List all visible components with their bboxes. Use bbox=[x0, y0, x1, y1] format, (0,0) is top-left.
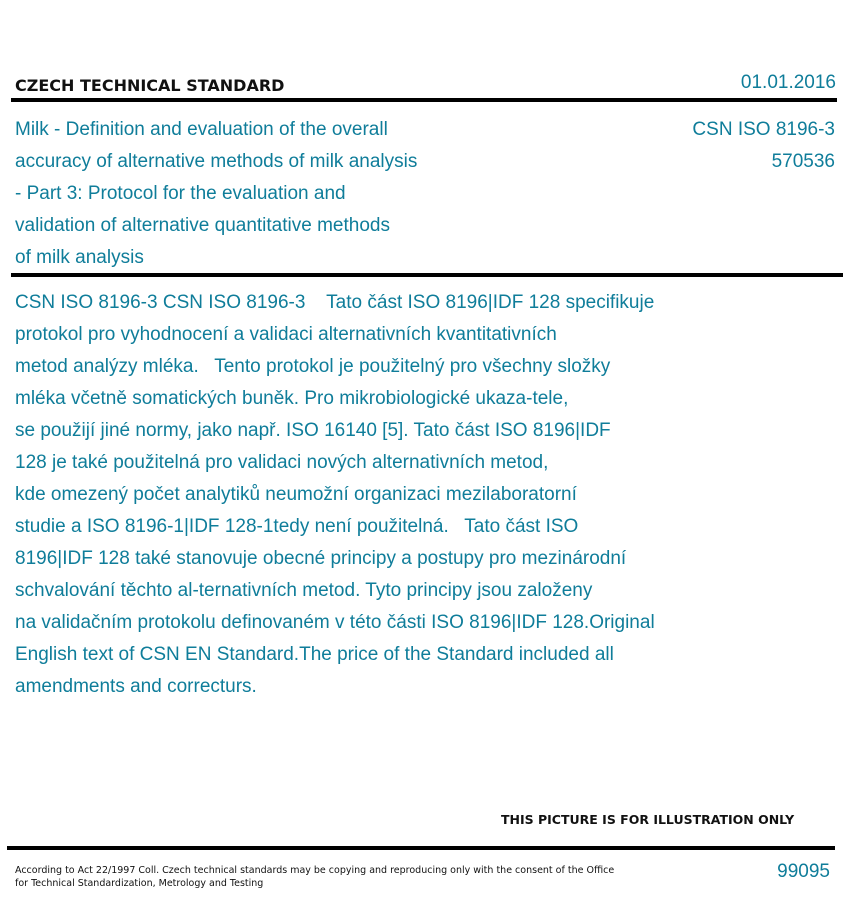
document-id: 99095 bbox=[777, 861, 830, 882]
standard-title-line: Milk - Definition and evaluation of the overall bbox=[15, 119, 388, 140]
illustration-disclaimer: THIS PICTURE IS FOR ILLUSTRATION ONLY bbox=[501, 812, 795, 827]
standard-identifiers bbox=[692, 114, 835, 178]
description-line: 8196|IDF 128 také stanovuje obecné principy a postupy pro mezinárodní bbox=[15, 548, 627, 569]
description-line: metod analýzy mléka. Tento protokol je použitelný pro všechny složky bbox=[15, 356, 611, 377]
description-line: se použijí jiné normy, jako např. ISO 16140 [5]. Tato část ISO 8196|IDF bbox=[15, 420, 611, 441]
description-line: English text of CSN EN Standard.The price of the Standard included all bbox=[15, 644, 614, 665]
description-line: studie a ISO 8196-1|IDF 128-1tedy není použitelná. Tato část ISO bbox=[15, 516, 579, 537]
standard-title bbox=[15, 114, 485, 274]
legal-notice-line: According to Act 22/1997 Coll. Czech technical standards may be copying and reproducing only with the consent of the Office bbox=[15, 865, 615, 876]
legal-notice bbox=[15, 864, 615, 890]
standard-title-line: of milk analysis bbox=[15, 247, 144, 268]
description-line: amendments and correcturs. bbox=[15, 676, 257, 697]
description-line: CSN ISO 8196-3 CSN ISO 8196-3 Tato část ISO 8196|IDF 128 specifikuje bbox=[15, 292, 655, 313]
standard-title-line: - Part 3: Protocol for the evaluation and bbox=[15, 183, 346, 204]
catalog-number: 570536 bbox=[771, 151, 835, 172]
footer-divider bbox=[7, 846, 835, 850]
document-type-heading: CZECH TECHNICAL STANDARD bbox=[15, 76, 285, 95]
legal-notice-line: for Technical Standardization, Metrology and Testing bbox=[15, 878, 264, 889]
title-divider bbox=[11, 273, 843, 277]
description-line: 128 je také použitelná pro validaci nových alternativních metod, bbox=[15, 452, 549, 473]
standard-title-line: validation of alternative quantitative methods bbox=[15, 215, 390, 236]
description-line: mléka včetně somatických buněk. Pro mikrobiologické ukaza-tele, bbox=[15, 388, 569, 409]
standard-code: CSN ISO 8196-3 bbox=[692, 119, 835, 140]
standard-title-line: accuracy of alternative methods of milk analysis bbox=[15, 151, 418, 172]
description-line: kde omezený počet analytiků neumožní organizaci mezilaboratorní bbox=[15, 484, 577, 505]
standard-description bbox=[15, 287, 775, 703]
publication-date: 01.01.2016 bbox=[740, 72, 836, 93]
description-line: protokol pro vyhodnocení a validaci alternativních kvantitativních bbox=[15, 324, 557, 345]
header-divider bbox=[11, 98, 837, 102]
description-line: schvalování těchto al-ternativních metod. Tyto principy jsou založeny bbox=[15, 580, 593, 601]
description-line: na validačním protokolu definovaném v této části ISO 8196|IDF 128.Original bbox=[15, 612, 655, 633]
